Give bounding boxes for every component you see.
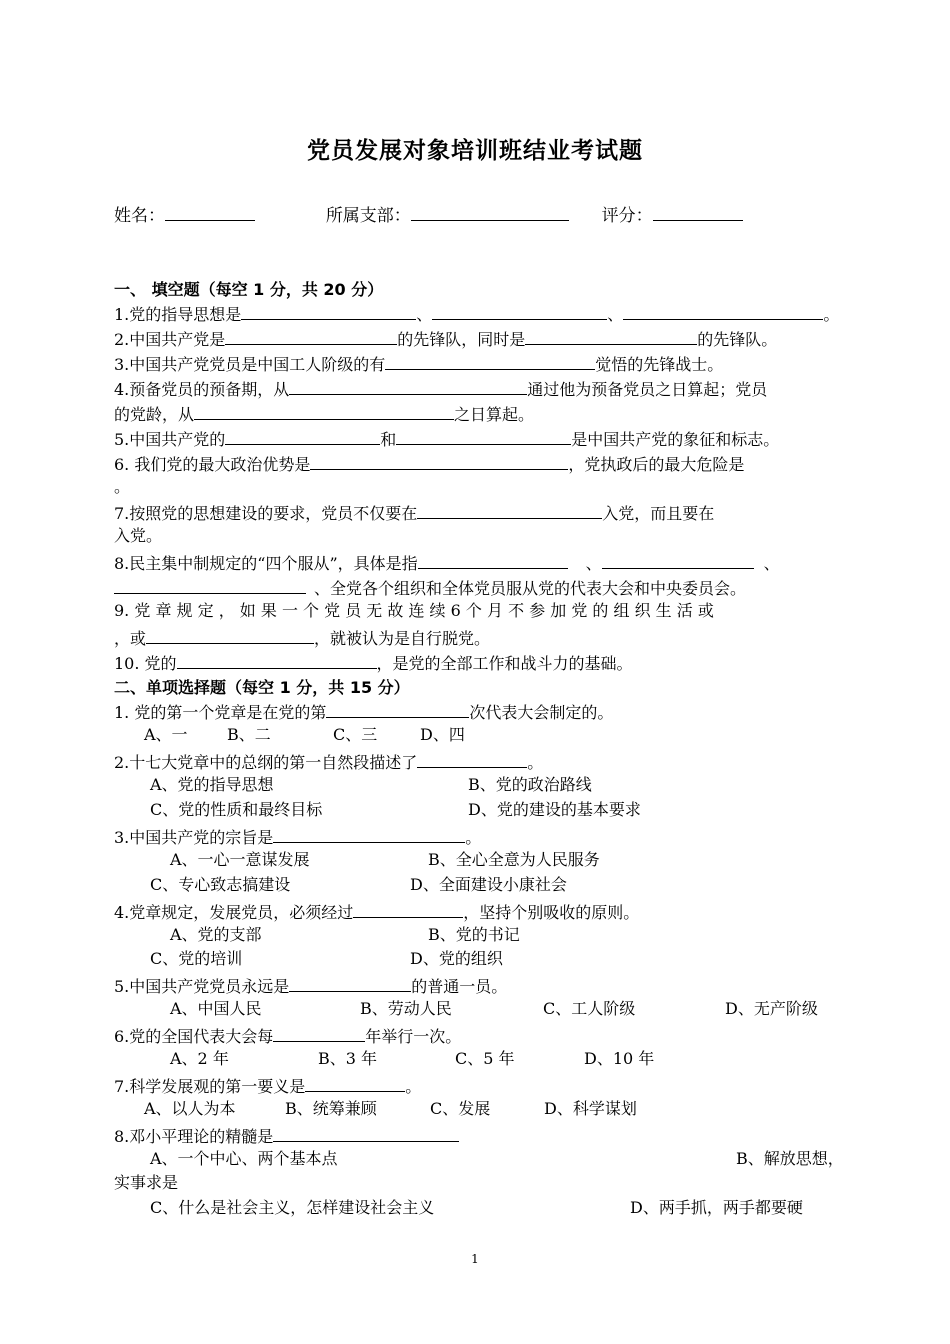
option-d[interactable]: D、党的组织 (410, 949, 503, 968)
fill-question-9-cont: ，或 ，就被认为是自行脱党。 (114, 626, 490, 649)
fill-question-7: 7.按照党的思想建设的要求，党员不仅要在 入党，而且要在 (114, 501, 714, 524)
answer-blank[interactable] (432, 302, 607, 320)
fill-question-4: 4.预备党员的预备期，从 通过他为预备党员之日算起；党员 (114, 377, 767, 400)
answer-blank[interactable] (385, 352, 595, 370)
fill-question-1: 1.党的指导思想是 、 、 。 (114, 302, 839, 325)
option-a[interactable]: A、一 (144, 725, 188, 744)
answer-blank[interactable] (146, 626, 314, 644)
page-title: 党员发展对象培训班结业考试题 (307, 138, 643, 164)
option-c[interactable]: C、发展 (430, 1099, 491, 1118)
fill-question-3: 3.中国共产党党员是中国工人阶级的有 觉悟的先锋战士。 (114, 352, 723, 375)
option-a[interactable]: A、党的指导思想 (150, 775, 274, 794)
name-blank[interactable] (165, 203, 255, 221)
fill-question-6: 6. 我们党的最大政治优势是 ，党执政后的最大危险是 (114, 452, 744, 475)
option-a[interactable]: A、中国人民 (170, 999, 262, 1018)
answer-blank[interactable] (305, 1074, 405, 1092)
answer-blank[interactable] (273, 1024, 365, 1042)
option-a[interactable]: A、以人为本 (144, 1099, 236, 1118)
answer-blank[interactable] (177, 651, 377, 669)
answer-blank[interactable] (273, 1124, 459, 1142)
fill-question-10: 10. 党的 ，是党的全部工作和战斗力的基础。 (114, 651, 633, 674)
answer-blank[interactable] (623, 302, 823, 320)
option-b[interactable]: B、全心全意为人民服务 (428, 850, 600, 869)
fill-question-2: 2.中国共产党是 的先锋队，同时是 的先锋队。 (114, 327, 777, 350)
option-c[interactable]: C、什么是社会主义，怎样建设社会主义 (150, 1198, 435, 1217)
option-b[interactable]: B、党的书记 (428, 925, 520, 944)
option-b-cont: 实事求是 (114, 1173, 179, 1192)
answer-blank[interactable] (396, 427, 571, 445)
option-b[interactable]: B、统筹兼顾 (285, 1099, 377, 1118)
option-d[interactable]: D、党的建设的基本要求 (468, 800, 641, 819)
answer-blank[interactable] (310, 452, 568, 470)
option-a[interactable]: A、一个中心、两个基本点 (150, 1149, 338, 1168)
fill-question-4-cont: 的党龄，从 之日算起。 (114, 402, 534, 425)
answer-blank[interactable] (602, 551, 754, 569)
section-heading-fill-in: 一、 填空题（每空 1 分，共 20 分） (114, 280, 384, 299)
answer-blank[interactable] (289, 377, 527, 395)
answer-blank[interactable] (289, 974, 411, 992)
option-c[interactable]: C、党的培训 (150, 949, 243, 968)
option-a[interactable]: A、党的支部 (170, 925, 262, 944)
answer-blank[interactable] (225, 427, 380, 445)
answer-blank[interactable] (326, 700, 469, 718)
option-b[interactable]: B、党的政治路线 (468, 775, 592, 794)
answer-blank[interactable] (418, 551, 568, 569)
answer-blank[interactable] (114, 576, 306, 594)
fill-question-8-cont: 、全党各个组织和全体党员服从党的代表大会和中央委员会。 (114, 576, 746, 599)
fill-question-6-cont: 。 (114, 477, 131, 496)
option-d[interactable]: D、无产阶级 (725, 999, 818, 1018)
option-d[interactable]: D、四 (420, 725, 465, 744)
answer-blank[interactable] (353, 900, 463, 918)
choice-question-6: 6.党的全国代表大会每 年举行一次。 (114, 1024, 461, 1047)
option-c[interactable]: C、专心致志搞建设 (150, 875, 291, 894)
answer-blank[interactable] (241, 302, 416, 320)
option-b[interactable]: B、解放思想， (736, 1149, 844, 1168)
answer-blank[interactable] (273, 825, 465, 843)
answer-blank[interactable] (525, 327, 697, 345)
choice-question-2: 2.十七大党章中的总纲的第一自然段描述了 。 (114, 750, 543, 773)
answer-blank[interactable] (417, 750, 527, 768)
option-d[interactable]: D、全面建设小康社会 (410, 875, 567, 894)
option-d[interactable]: D、10 年 (584, 1049, 655, 1068)
score-blank[interactable] (653, 203, 743, 221)
fill-question-9: 9. 党 章 规 定 ， 如 果 一 个 党 员 无 故 连 续 6 个 月 不 参 加 党 的 组 织 生 活 或 (114, 601, 714, 620)
score-label: 评分： (601, 206, 653, 226)
option-b[interactable]: B、劳动人民 (360, 999, 452, 1018)
answer-blank[interactable] (225, 327, 397, 345)
fill-question-7-cont: 入党。 (114, 526, 163, 545)
name-label: 姓名： (114, 206, 165, 226)
branch-label: 所属支部： (325, 206, 411, 226)
option-d[interactable]: D、两手抓，两手都要硬 (630, 1198, 803, 1217)
option-c[interactable]: C、工人阶级 (543, 999, 636, 1018)
choice-question-1: 1. 党的第一个党章是在党的第 次代表大会制定的。 (114, 700, 613, 723)
section-heading-choice: 二、单项选择题（每空 1 分，共 15 分） (114, 678, 410, 697)
fill-question-5: 5.中国共产党的 和 是中国共产党的象征和标志。 (114, 427, 779, 450)
answer-blank[interactable] (417, 501, 602, 519)
answer-blank[interactable] (194, 402, 454, 420)
option-c[interactable]: C、三 (333, 725, 378, 744)
choice-question-3: 3.中国共产党的宗旨是 。 (114, 825, 481, 848)
page-number: 1 (471, 1252, 479, 1266)
choice-question-5: 5.中国共产党党员永远是 的普通一员。 (114, 974, 507, 997)
option-c[interactable]: C、党的性质和最终目标 (150, 800, 323, 819)
choice-question-7: 7.科学发展观的第一要义是 。 (114, 1074, 421, 1097)
option-d[interactable]: D、科学谋划 (544, 1099, 637, 1118)
branch-blank[interactable] (411, 203, 569, 221)
option-c[interactable]: C、5 年 (455, 1049, 515, 1068)
option-a[interactable]: A、一心一意谋发展 (170, 850, 310, 869)
option-b[interactable]: B、二 (227, 725, 271, 744)
fill-question-8: 8.民主集中制规定的“四个服从”，具体是指 、 、 (114, 551, 780, 574)
option-b[interactable]: B、3 年 (318, 1049, 378, 1068)
choice-question-8: 8.邓小平理论的精髓是 (114, 1124, 459, 1147)
option-a[interactable]: A、2 年 (170, 1049, 229, 1068)
choice-question-4: 4.党章规定，发展党员，必须经过 ，坚持个别吸收的原则。 (114, 900, 639, 923)
info-line (114, 201, 743, 226)
